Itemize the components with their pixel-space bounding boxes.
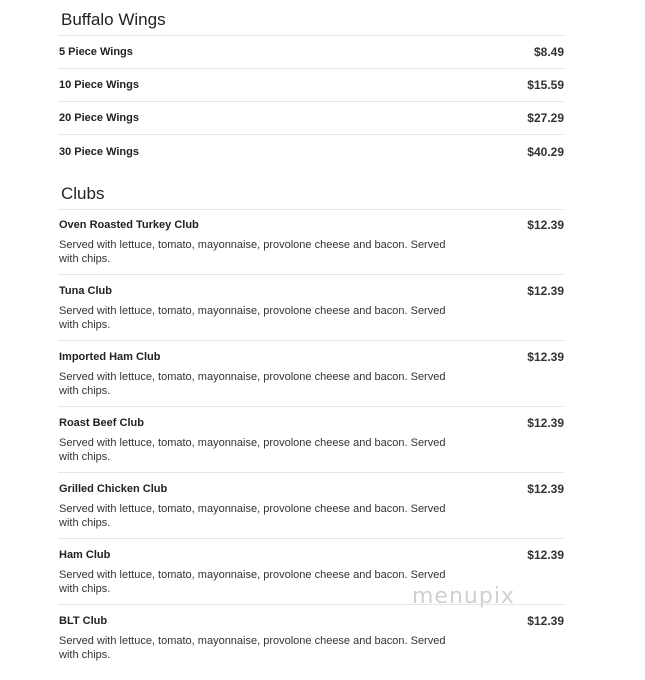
item-price: $8.49	[533, 45, 564, 59]
item-price: $12.39	[527, 284, 564, 298]
item-price: $12.39	[527, 482, 564, 496]
menu-item	[58, 36, 564, 69]
menu-item	[58, 407, 564, 473]
menu-item	[58, 605, 564, 671]
item-description: Served with lettuce, tomato, mayonnaise, provolone cheese and bacon. Served with chips.	[59, 371, 446, 397]
wings-list	[58, 36, 564, 168]
item-price: $12.39	[527, 614, 564, 628]
watermark: menupix	[412, 584, 515, 609]
menu-item	[58, 209, 564, 275]
item-name: BLT Club	[59, 615, 108, 627]
item-description: Served with lettuce, tomato, mayonnaise, provolone cheese and bacon. Served with chips.	[59, 569, 446, 595]
item-price: $12.39	[527, 350, 564, 364]
item-description: Served with lettuce, tomato, mayonnaise, provolone cheese and bacon. Served with chips.	[59, 503, 446, 529]
menu-item	[58, 135, 564, 168]
item-description: Served with lettuce, tomato, mayonnaise, provolone cheese and bacon. Served with chips.	[59, 437, 446, 463]
item-description: Served with lettuce, tomato, mayonnaise, provolone cheese and bacon. Served with chips.	[59, 305, 446, 331]
item-name: 5 Piece Wings	[59, 46, 133, 58]
item-name: Oven Roasted Turkey Club	[59, 219, 199, 231]
menu-item	[58, 69, 564, 102]
item-name: Grilled Chicken Club	[59, 483, 168, 495]
menu-item	[58, 341, 564, 407]
menu-item	[58, 275, 564, 341]
item-name: Imported Ham Club	[59, 351, 161, 363]
item-name: Tuna Club	[59, 285, 112, 297]
item-name: 10 Piece Wings	[59, 79, 139, 91]
item-name: 20 Piece Wings	[59, 112, 139, 124]
item-price: $40.29	[527, 144, 564, 159]
item-price: $12.39	[527, 218, 564, 232]
menu-item	[58, 102, 564, 135]
item-name: Ham Club	[59, 549, 111, 561]
item-price: $15.59	[527, 78, 564, 92]
item-name: Roast Beef Club	[59, 417, 144, 429]
section-title-buffalo-wings: Buffalo Wings	[58, 0, 564, 36]
menu-item	[58, 473, 564, 539]
section-title-clubs: Clubs	[58, 174, 564, 210]
item-price: $27.29	[527, 111, 564, 125]
item-price: $12.39	[527, 548, 564, 562]
item-description: Served with lettuce, tomato, mayonnaise, provolone cheese and bacon. Served with chips.	[59, 239, 446, 265]
item-description: Served with lettuce, tomato, mayonnaise, provolone cheese and bacon. Served with chips.	[59, 635, 446, 661]
item-name: 30 Piece Wings	[59, 145, 139, 158]
item-price: $12.39	[527, 416, 564, 430]
